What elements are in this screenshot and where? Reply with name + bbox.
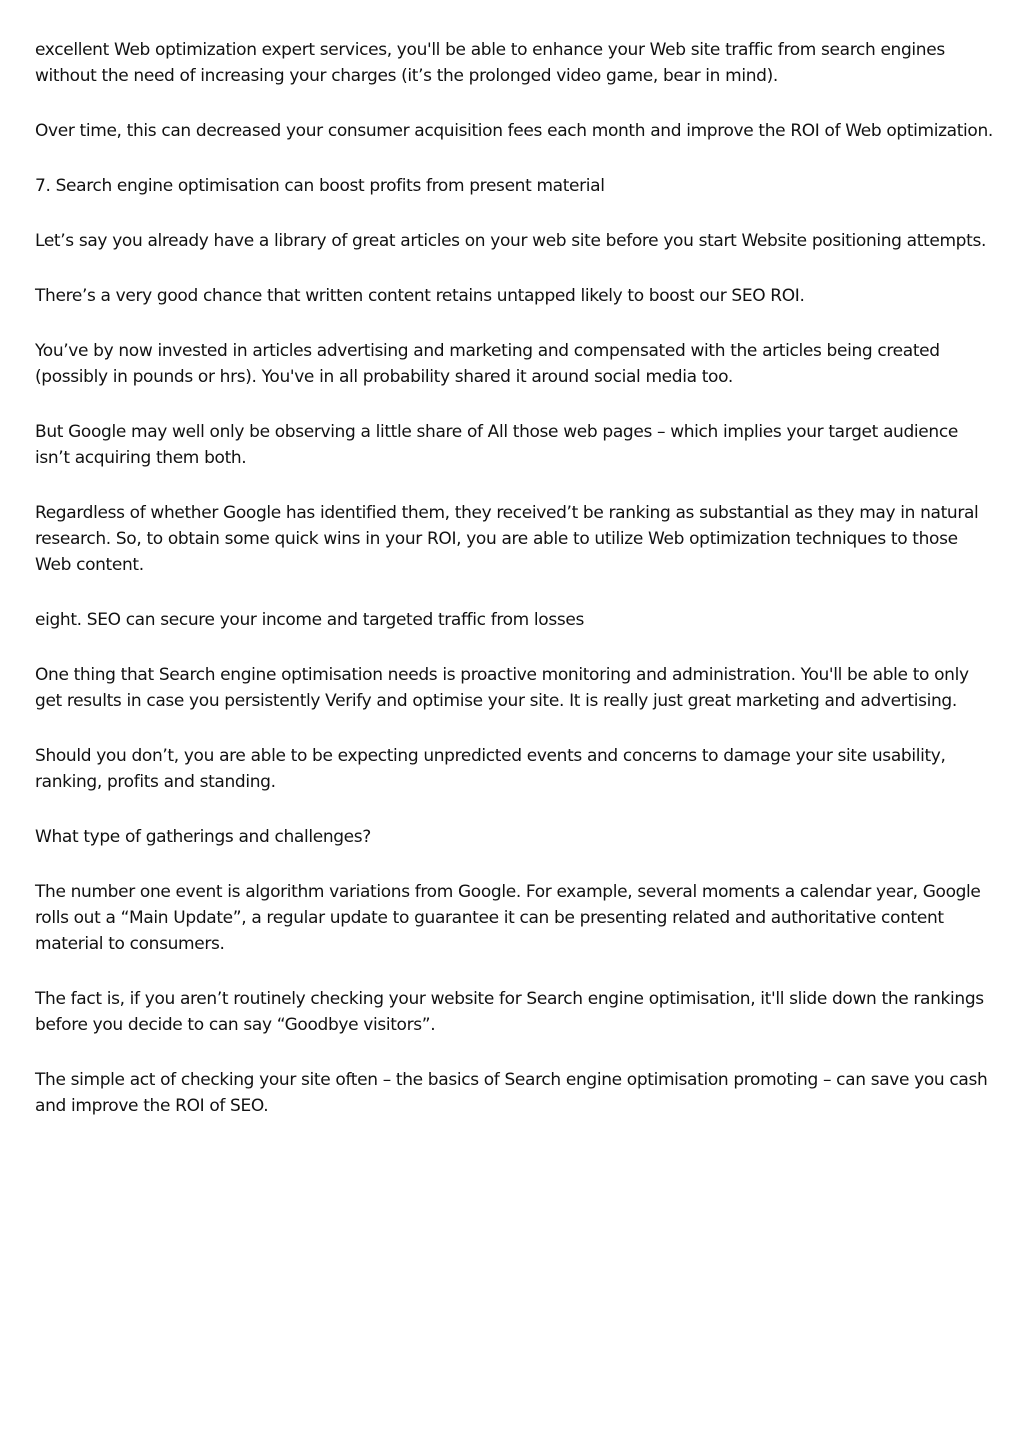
paragraph-algorithm-updates: The number one event is algorithm variations from Google. For example, several moments a calendar year, Google rolls out a “Main Update”, a regular update to guarantee it can be presenting related and authoritative content material to consumers. xyxy=(35,882,981,954)
paragraph-unpredicted-events: Should you don’t, you are able to be expecting unpredicted events and concerns to damage your site usability, ranking, profits and standing. xyxy=(35,746,946,792)
paragraph-roi-over-time: Over time, this can decreased your consumer acquisition fees each month and improve the ROI of Web optimization. xyxy=(35,121,993,141)
paragraph-ranking-quick-wins: Regardless of whether Google has identified them, they received’t be ranking as substantial as they may in natural research. So, to obtain some quick wins in your ROI, you are able to utilize Web optimization techniques to those Web content. xyxy=(35,503,979,575)
section-heading-7: 7. Search engine optimisation can boost profits from present material xyxy=(35,176,605,196)
paragraph-question: What type of gatherings and challenges? xyxy=(35,827,371,847)
paragraph-library-articles: Let’s say you already have a library of great articles on your web site before you start Website positioning attempts. xyxy=(35,231,987,251)
paragraph-continuation: excellent Web optimization expert services, you'll be able to enhance your Web site traffic from search engines without the need of increasing your charges (it’s the prolonged video game, bear in mind). xyxy=(35,40,945,86)
paragraph-invested-articles: You’ve by now invested in articles advertising and marketing and compensated with the articles being created (possibly in pounds or hrs). You've in all probability shared it around social media too. xyxy=(35,341,940,387)
document-body xyxy=(35,37,995,1148)
paragraph-untapped-content: There’s a very good chance that written content retains untapped likely to boost our SEO ROI. xyxy=(35,286,805,306)
section-heading-8: eight. SEO can secure your income and targeted traffic from losses xyxy=(35,610,584,630)
paragraph-proactive-monitoring: One thing that Search engine optimisation needs is proactive monitoring and administration. You'll be able to only get results in case you persistently Verify and optimise your site. It is really just great marketing and advertising. xyxy=(35,665,969,711)
paragraph-routine-checking: The fact is, if you aren’t routinely checking your website for Search engine optimisation, it'll slide down the rankings before you decide to can say “Goodbye visitors”. xyxy=(35,989,984,1035)
paragraph-google-share: But Google may well only be observing a little share of All those web pages – which implies your target audience isn’t acquiring them both. xyxy=(35,422,958,468)
paragraph-simple-act: The simple act of checking your site often – the basics of Search engine optimisation promoting – can save you cash and improve the ROI of SEO. xyxy=(35,1070,988,1116)
